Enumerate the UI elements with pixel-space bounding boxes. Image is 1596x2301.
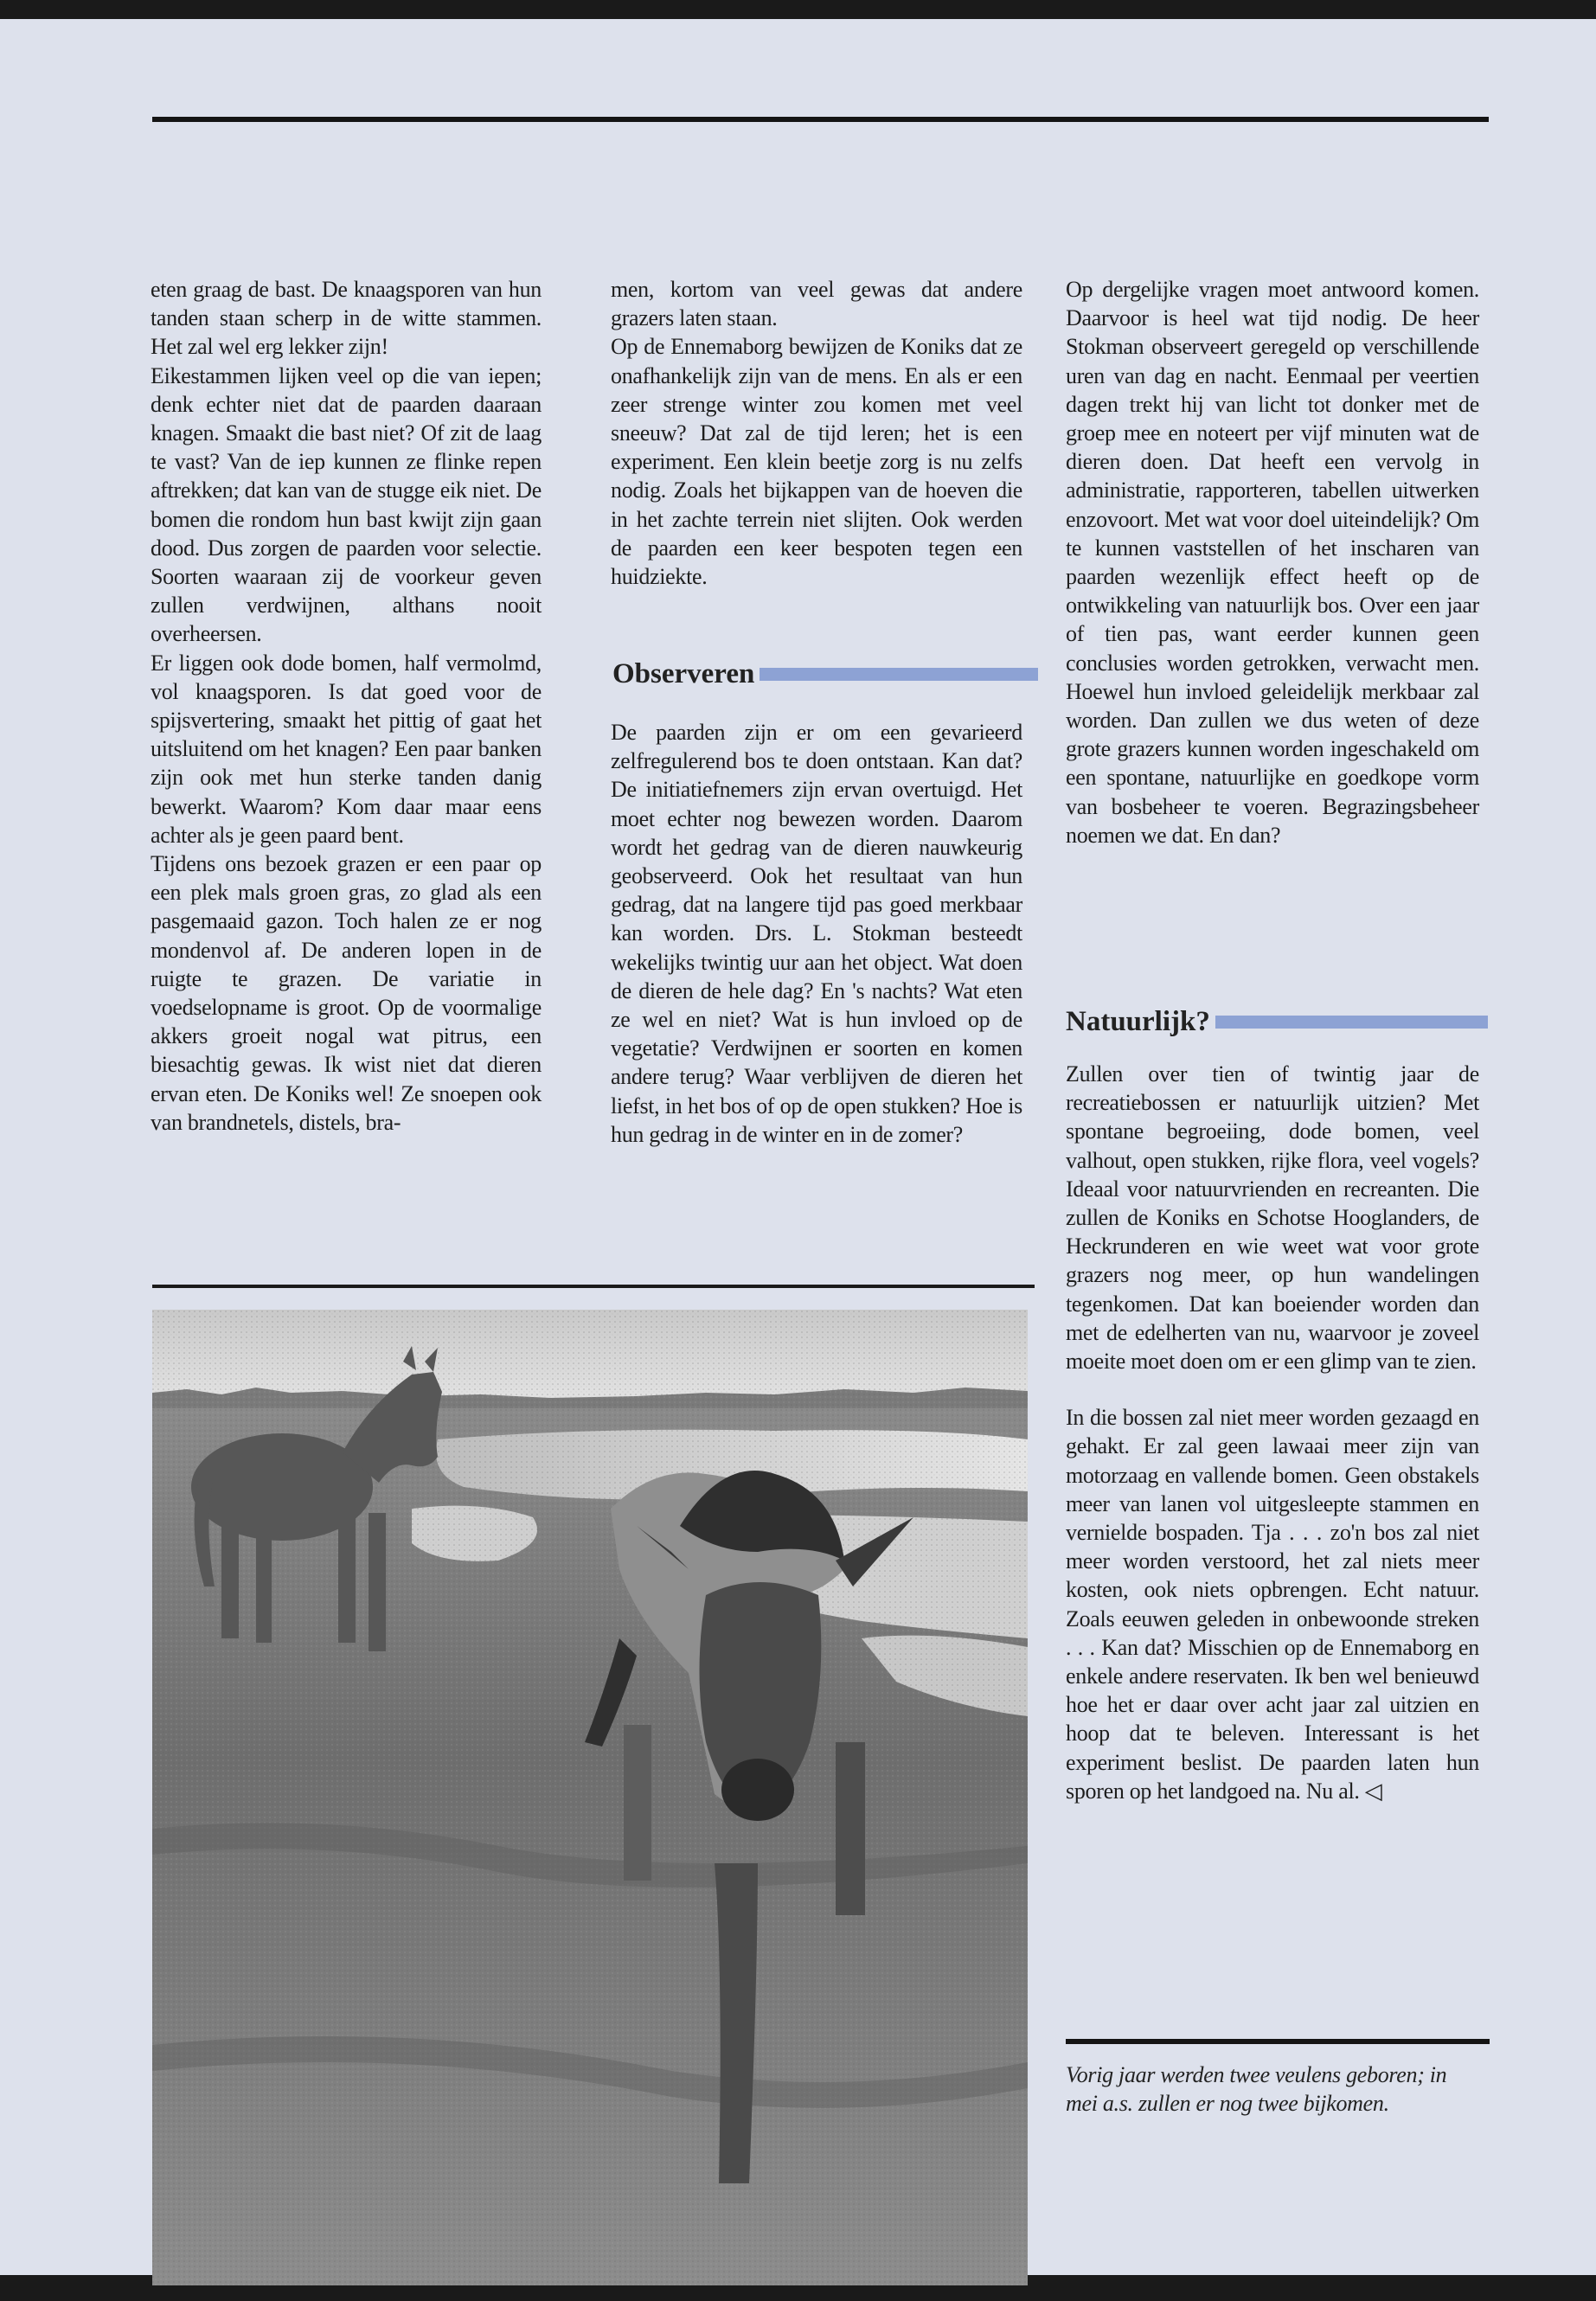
col1-paragraph-4: Tijdens ons bezoek grazen er een paar op een plek mals groen gras, zo glad als een pasgemaaid gazon. Toch halen ze er nog mondenvol af. De anderen lopen in de ruigte te grazen. De variatie in voedselopname is groot. Op de voormalige akkers groeit nogal wat pitrus, een biesachtig gewas. Ik wist niet dat dieren ervan eten. De Koniks wel! Ze snoepen ook van brandnetels, distels, bra-	[151, 851, 542, 1135]
column-3-bottom	[1066, 1060, 1479, 1805]
photo-top-rule	[152, 1285, 1035, 1288]
horses-photo	[152, 1310, 1028, 2285]
col3-paragraph-2: Zullen over tien of twintig jaar de recreatiebossen er natuurlijk uitzien? Met spontane begroeiing, dode bomen, veel valhout, open stukken, rijke flora, veel vogels? Ideaal voor natuurvrienden en recreanten. Die zullen de Koniks en Schotse Hooglanders, de Heckrunderen en wie weet wat voor grote grazers nog meer, op hun wandelingen tegenkomen. Dat kan boeiender worden dan met de edelherten van nu, waarvoor je zoveel moeite moet doen om er een glimp van te zien.	[1066, 1061, 1479, 1375]
column-3-top	[1066, 275, 1479, 849]
photo-caption: Vorig jaar werden twee veulens geboren; in mei a.s. zullen er nog twee bijkomen.	[1066, 2062, 1447, 2116]
heading-accent-bar	[760, 668, 1038, 681]
col3-paragraph-1: Op dergelijke vragen moet antwoord komen. Daarvoor is heel wat tijd nodig. De heer Stokman observeert geregeld op verschillende uren van dag en nacht. Eenmaal per veertien dagen trekt hij van licht tot donker met de groep mee en noteert per vijf minuten wat de dieren doen. Dat heeft een vervolg in administratie, rapporteren, tabellen uitwerken enzovoort. Met wat voor doel uiteindelijk? Om te kunnen vaststellen of het inscharen van paarden wezenlijk effect heeft op de ontwikkeling van natuurlijk bos. Over een jaar of tien pas, want eerder kunnen geen conclusies worden getrokken, verwacht men. Hoewel hun invloed geleidelijk merkbaar zal worden. Dan zullen we dus weten of deze grote grazers kunnen worden ingeschakeld om een spontane, natuurlijke en goedkope vorm van bosbeheer te voeren. Begrazingsbeheer noemen we dat. En dan?	[1066, 277, 1479, 848]
heading-text: Observeren	[612, 657, 755, 689]
column-1	[151, 275, 542, 1137]
col3-paragraph-3: In die bossen zal niet meer worden gezaagd en gehakt. Er zal geen lawaai meer zijn van motorzaag en vallende bomen. Geen obstakels meer van lanen vol uitgesleepte stammen en vernielde bospaden. Tja . . . zo'n bos zal niet meer worden verstoord, het zal niets meer kosten, ook niets opbrengen. Echt natuur. Zoals eeuwen geleden in onbewoonde streken . . . Kan dat? Misschien op de Ennemaborg en enkele andere reservaten. Ik ben wel benieuwd hoe het er daar over acht jaar zal uitzien en hoop dat te beleven. Interessant is het experiment beslist. De paarden laten hun sporen op het landgoed na. Nu al. ◁	[1066, 1405, 1479, 1804]
heading-accent-bar	[1215, 1016, 1488, 1029]
col1-paragraph-2: Eikestammen lijken veel op die van iepen; denk echter niet dat de paarden daaraan knagen. Smaakt die bast niet? Of zit de laag te vast? Van de iep kunnen ze flinke repen aftrekken; dat kan van de stugge eik niet. De bomen die rondom hun bast kwijt zijn gaan dood. Dus zorgen de paarden voor selectie. Soorten waaraan zij de voorkeur geven zullen verdwijnen, althans nooit overheersen.	[151, 362, 542, 647]
col2-paragraph-3: De paarden zijn er om een gevarieerd zelfregulerend bos te doen ontstaan. Kan dat? De initiatiefnemers zijn ervan overtuigd. Het moet echter nog bewezen worden. Daarom wordt het gedrag van de dieren nauwkeurig geobserveerd. Ook het resultaat van hun gedrag, dat na langere tijd pas goed merkbaar kan worden. Drs. L. Stokman besteedt wekelijks twintig uur aan het object. Wat doen de dieren de hele dag? En 's nachts? Wat eten ze wel en niet? Wat is hun invloed op de vegetatie? Verdwijnen er soorten en komen andere terug? Waar verblijven de dieren het liefst, in het bos of op de open stukken? Hoe is hun gedrag in de winter en in de zomer?	[611, 720, 1022, 1147]
col2-paragraph-2: Op de Ennemaborg bewijzen de Koniks dat ze onafhankelijk zijn van de mens. En als er een zeer strenge winter zou komen met veel sneeuw? Dat zal de tijd leren; het is een experiment. Een klein beetje zorg is nu zelfs nodig. Zoals het bijkappen van de hoeven die in het zachte terrein niet slijten. Ook werden de paarden een keer bespoten tegen een huidziekte.	[611, 334, 1022, 590]
magazine-page	[0, 19, 1596, 2275]
column-2-top	[611, 275, 1022, 591]
top-rule	[152, 117, 1489, 122]
section-heading-observeren	[612, 655, 1038, 693]
column-2-bottom	[611, 718, 1022, 1149]
col1-paragraph-1: eten graag de bast. De knaagsporen van hun tanden staan scherp in de witte stammen. Het zal wel erg lekker zijn!	[151, 277, 542, 360]
heading-text: Natuurlijk?	[1066, 1005, 1210, 1037]
col1-paragraph-3: Er liggen ook dode bomen, half vermolmd, vol knaagsporen. Is dat goed voor de spijsvertering, smaakt het pittig of gaat het uitsluitend om het knagen? Een paar banken zijn ook met hun sterke tanden danig bewerkt. Waarom? Kom daar maar eens achter als je geen paard bent.	[151, 650, 542, 848]
col2-paragraph-1: men, kortom van veel gewas dat andere grazers laten staan.	[611, 277, 1022, 331]
caption-rule	[1066, 2039, 1490, 2044]
section-heading-natuurlijk	[1066, 1003, 1488, 1041]
